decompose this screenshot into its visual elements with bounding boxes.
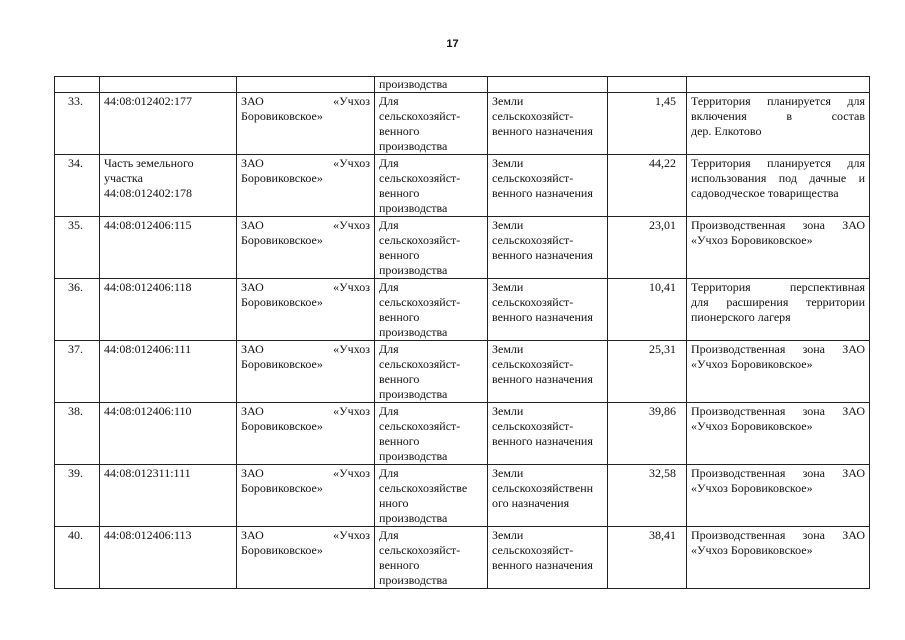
purpose-line: производства [379, 449, 448, 463]
cell-category [488, 93, 608, 155]
cell-cadastral [100, 403, 237, 465]
cell-cadastral [100, 77, 237, 93]
purpose-line: сельскохозяйст- [379, 357, 461, 371]
cadastral-line: Часть земельного [104, 156, 194, 170]
category-line: сельскохозяйст- [492, 419, 574, 433]
category-line: венного назначения [492, 248, 593, 262]
cell-purpose [375, 465, 488, 527]
cadastral-line: 44:08:012311:111 [104, 466, 191, 480]
cell-purpose [375, 341, 488, 403]
owner-line: Боровиковское» [241, 233, 323, 247]
purpose-line: венного [379, 434, 420, 448]
purpose-line: венного [379, 124, 420, 138]
table-row [55, 155, 870, 217]
cell-num: 33. [55, 93, 100, 155]
cell-num: 39. [55, 465, 100, 527]
cell-note [687, 465, 870, 527]
category-line: Земли [492, 280, 524, 294]
cell-area: 1,45 [608, 93, 687, 155]
cadastral-line: участка [104, 171, 143, 185]
note-line: Производственная зона ЗАО [691, 404, 865, 418]
cell-cadastral [100, 341, 237, 403]
owner-line: ЗАО «Учхоз [241, 466, 370, 480]
cell-purpose [375, 217, 488, 279]
cell-num: 34. [55, 155, 100, 217]
purpose-line: сельскохозяйстве [379, 481, 468, 495]
cell-note [687, 77, 870, 93]
owner-line: Боровиковское» [241, 295, 323, 309]
note-line: «Учхоз Боровиковское» [691, 233, 813, 247]
continuation-row [55, 77, 870, 93]
cell-purpose [375, 527, 488, 589]
purpose-line: Для [379, 94, 399, 108]
purpose-line: производства [379, 573, 448, 587]
note-line: включения в состав [691, 109, 865, 123]
note-line: Производственная зона ЗАО [691, 466, 865, 480]
table-row [55, 403, 870, 465]
note-line: пионерского лагеря [691, 310, 791, 324]
note-line: Производственная зона ЗАО [691, 528, 865, 542]
cell-category [488, 341, 608, 403]
table-row [55, 217, 870, 279]
note-line: «Учхоз Боровиковское» [691, 357, 813, 371]
purpose-line: производства [379, 387, 448, 401]
cell-category [488, 217, 608, 279]
cell-owner [237, 77, 375, 93]
category-line: сельскохозяйст- [492, 233, 574, 247]
cell-num: 36. [55, 279, 100, 341]
cell-cadastral [100, 465, 237, 527]
category-line: сельскохозяйст- [492, 357, 574, 371]
note-line: «Учхоз Боровиковское» [691, 419, 813, 433]
cadastral-line: 44:08:012406:113 [104, 528, 192, 542]
purpose-line: Для [379, 218, 399, 232]
cell-category [488, 279, 608, 341]
purpose-line: Для [379, 466, 399, 480]
cell-owner [237, 217, 375, 279]
purpose-line: производства [379, 325, 448, 339]
cell-category [488, 155, 608, 217]
cell-num: 38. [55, 403, 100, 465]
cell-num: 40. [55, 527, 100, 589]
owner-line: ЗАО «Учхоз [241, 342, 370, 356]
note-line: Территория планируется для [691, 94, 865, 108]
category-line: сельскохозяйст- [492, 295, 574, 309]
cell-cadastral [100, 217, 237, 279]
note-line: Производственная зона ЗАО [691, 342, 865, 356]
category-line: Земли [492, 94, 524, 108]
category-line: сельскохозяйст- [492, 543, 574, 557]
cell-num: 35. [55, 217, 100, 279]
table-body [55, 77, 870, 589]
owner-line: ЗАО «Учхоз [241, 156, 370, 170]
cell-category [488, 77, 608, 93]
purpose-line: сельскохозяйст- [379, 543, 461, 557]
cell-num: 37. [55, 341, 100, 403]
cell-area: 38,41 [608, 527, 687, 589]
cell-note [687, 217, 870, 279]
purpose-line: венного [379, 248, 420, 262]
purpose-line: сельскохозяйст- [379, 419, 461, 433]
owner-line: Боровиковское» [241, 357, 323, 371]
cell-note [687, 279, 870, 341]
note-line: «Учхоз Боровиковское» [691, 481, 813, 495]
purpose-line: сельскохозяйст- [379, 295, 461, 309]
cell-num [55, 77, 100, 93]
cell-owner [237, 527, 375, 589]
cell-note [687, 527, 870, 589]
cell-note [687, 403, 870, 465]
cell-cadastral [100, 527, 237, 589]
cell-owner [237, 279, 375, 341]
cell-area: 32,58 [608, 465, 687, 527]
cell-purpose [375, 403, 488, 465]
note-line: Производственная зона ЗАО [691, 218, 865, 232]
purpose-line: Для [379, 528, 399, 542]
cell-purpose [375, 279, 488, 341]
cell-cadastral [100, 93, 237, 155]
category-line: Земли [492, 466, 524, 480]
purpose-line: производства [379, 201, 448, 215]
cell-note [687, 155, 870, 217]
cell-area: 23,01 [608, 217, 687, 279]
cell-area: 39,86 [608, 403, 687, 465]
category-line: сельскохозяйст- [492, 109, 574, 123]
purpose-line: производства [379, 511, 448, 525]
purpose-line: сельскохозяйст- [379, 109, 461, 123]
category-line: венного назначения [492, 124, 593, 138]
note-line: использования под дачные и [691, 171, 865, 185]
owner-line: Боровиковское» [241, 419, 323, 433]
cell-owner [237, 93, 375, 155]
category-line: сельскохозяйственн [492, 481, 594, 495]
table-row [55, 527, 870, 589]
cell-note [687, 341, 870, 403]
purpose-line: венного [379, 310, 420, 324]
cell-area: 10,41 [608, 279, 687, 341]
cell-area: 25,31 [608, 341, 687, 403]
category-line: венного назначения [492, 310, 593, 324]
category-line: Земли [492, 404, 524, 418]
purpose-line: Для [379, 156, 399, 170]
cell-area: 44,22 [608, 155, 687, 217]
cell-category [488, 403, 608, 465]
purpose-line: венного [379, 186, 420, 200]
cadastral-line: 44:08:012406:115 [104, 218, 192, 232]
cadastral-line: 44:08:012406:110 [104, 404, 192, 418]
cell-purpose: производства [375, 77, 488, 93]
cadastral-line: 44:08:012406:118 [104, 280, 192, 294]
cell-category [488, 527, 608, 589]
table-row [55, 465, 870, 527]
cell-owner [237, 155, 375, 217]
cell-area [608, 77, 687, 93]
table-row [55, 279, 870, 341]
owner-line: ЗАО «Учхоз [241, 94, 370, 108]
cadastral-line: 44:08:012402:177 [104, 94, 193, 108]
purpose-line: производства [379, 139, 448, 153]
owner-line: Боровиковское» [241, 171, 323, 185]
category-line: сельскохозяйст- [492, 171, 574, 185]
cell-category [488, 465, 608, 527]
cell-cadastral [100, 279, 237, 341]
category-line: Земли [492, 156, 524, 170]
category-line: венного назначения [492, 186, 593, 200]
category-line: Земли [492, 342, 524, 356]
note-line: «Учхоз Боровиковское» [691, 543, 813, 557]
purpose-line: нного [379, 496, 409, 510]
note-line: дер. Елкотово [691, 124, 762, 138]
category-line: венного назначения [492, 372, 593, 386]
note-line: для расширения территории [691, 295, 865, 309]
purpose-line: Для [379, 404, 399, 418]
purpose-line: Для [379, 280, 399, 294]
owner-line: ЗАО «Учхоз [241, 404, 370, 418]
owner-line: Боровиковское» [241, 481, 323, 495]
cell-cadastral [100, 155, 237, 217]
owner-line: Боровиковское» [241, 109, 323, 123]
category-line: ого назначения [492, 496, 570, 510]
purpose-line: Для [379, 342, 399, 356]
purpose-line: венного [379, 558, 420, 572]
purpose-line: производства [379, 263, 448, 277]
page-number: 17 [446, 38, 459, 50]
category-line: венного назначения [492, 558, 593, 572]
purpose-line: венного [379, 372, 420, 386]
cell-owner [237, 341, 375, 403]
owner-line: ЗАО «Учхоз [241, 528, 370, 542]
category-line: венного назначения [492, 434, 593, 448]
note-line: Территория планируется для [691, 156, 865, 170]
owner-line: ЗАО «Учхоз [241, 280, 370, 294]
cell-owner [237, 465, 375, 527]
cadastral-line: 44:08:012402:178 [104, 186, 193, 200]
land-plots-table [54, 76, 870, 589]
owner-line: ЗАО «Учхоз [241, 218, 370, 232]
cell-purpose [375, 155, 488, 217]
cadastral-line: 44:08:012406:111 [104, 342, 192, 356]
cell-note [687, 93, 870, 155]
cell-owner [237, 403, 375, 465]
owner-line: Боровиковское» [241, 543, 323, 557]
note-line: садоводческое товарищества [691, 186, 839, 200]
purpose-line: сельскохозяйст- [379, 233, 461, 247]
cell-purpose [375, 93, 488, 155]
category-line: Земли [492, 528, 524, 542]
table-row [55, 93, 870, 155]
category-line: Земли [492, 218, 524, 232]
note-line: Территория перспективная [691, 280, 865, 294]
table-row [55, 341, 870, 403]
purpose-line: сельскохозяйст- [379, 171, 461, 185]
